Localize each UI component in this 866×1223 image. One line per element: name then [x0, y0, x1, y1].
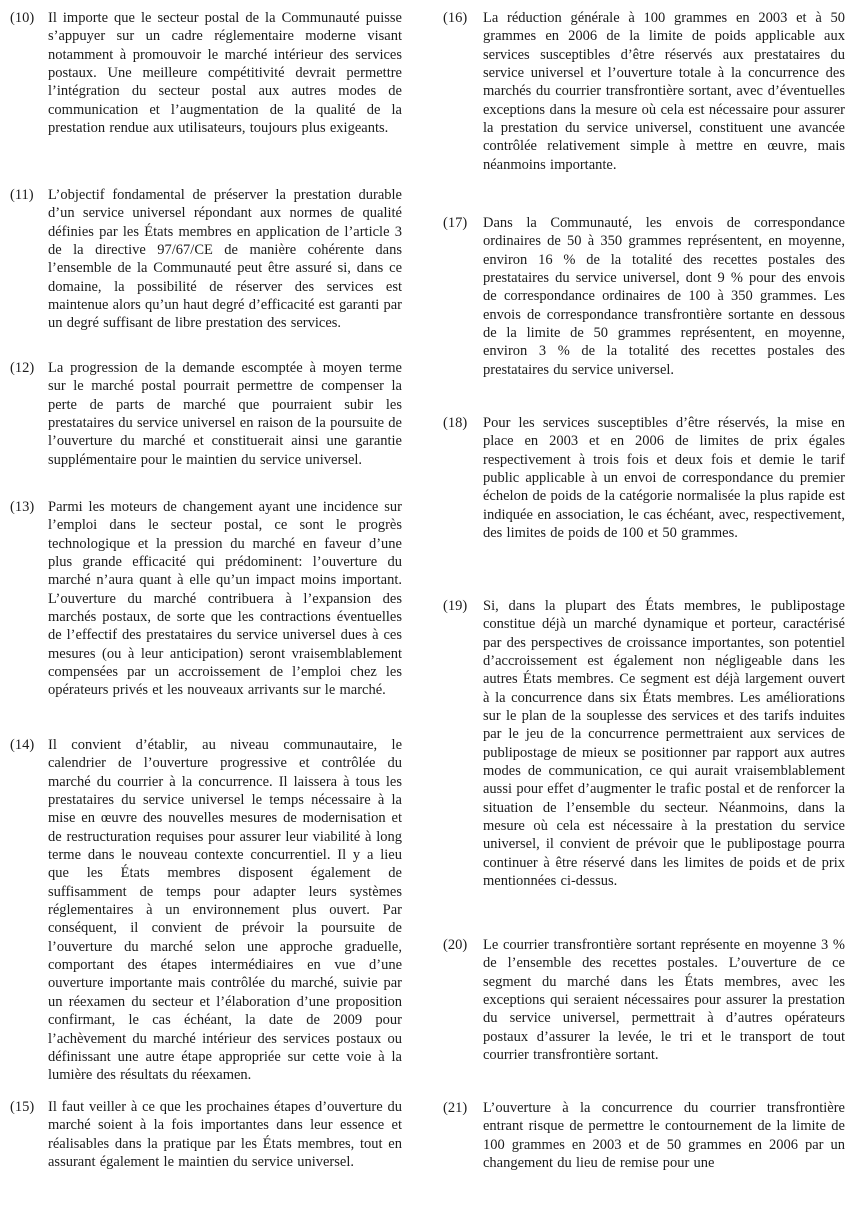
recital-number: (16)	[443, 10, 468, 26]
recital-number: (21)	[443, 1100, 468, 1116]
recital-text: La progression de la demande escomptée à moyen terme sur le marché postal pourrait permettre de compenser la perte de parts de marché que pourraient subir les prestataires du service universel en raison de la poursuite de l’ouverture du marché et constituerait ainsi une garantie supplémentaire pour le maintien du service universel.	[48, 360, 402, 468]
recital-21	[443, 1099, 845, 1172]
recital-text: Pour les services susceptibles d’être réservés, la mise en place en 2003 et en 2006 de limites de prix égales respectivement à trois fois et deux fois et demie le tarif public applicable à un envoi de correspondance du premier échelon de poids de la catégorie normalisée la plus rapide est indiquée en association, le cas échéant, avec, respectivement, des limites de poids de 100 et 50 grammes.	[483, 415, 845, 542]
recital-number: (17)	[443, 215, 468, 231]
recital-text: La réduction générale à 100 grammes en 2003 et à 50 grammes en 2006 de la limite de poids applicable aux services susceptibles d’être réservés aux prestataires du service universel et l’ouverture totale à la concurrence des marchés du courrier transfrontière sortant, avec d’éventuelles exceptions dans la mesure où cela est nécessaire pour assurer la prestation du service universel, constituent une avancée contrôlée relativement simple à mettre en œuvre, mais néanmoins importante.	[483, 10, 845, 173]
recital-number: (14)	[10, 737, 35, 753]
recital-10	[10, 9, 402, 137]
recital-17	[443, 214, 845, 379]
recital-18	[443, 414, 845, 542]
recital-text: L’ouverture à la concurrence du courrier transfrontière entrant risque de permettre le contournement de la limite de 100 grammes en 2003 et de 50 grammes en 2006 par un changement du lieu de remise pour une	[483, 1100, 845, 1172]
recital-13	[10, 498, 402, 700]
recital-number: (19)	[443, 598, 468, 614]
recital-text: Si, dans la plupart des États membres, le publipostage constitue déjà un marché dynamique et porteur, caractérisé par des perspectives de croissance importantes, son potentiel d’accroissement est également non négligeable dans les autres États membres. Ce segment est déjà largement ouvert à la concurrence dans six États membres. Les améliorations sur le plan de la souplesse des services et des tarifs induites par le jeu de la concurrence permettraient aux services de publipostage de mieux se positionner par rapport aux autres modes de communication, ce qui aurait vraisemblablement aussi pour effet d’augmenter le trafic postal et de renforcer la situation de l’ensemble du secteur. Néanmoins, dans la mesure où cela est nécessaire à la prestation du service universel, il convient de prévoir que le publipostage pourra continuer à être réservé dans les limites de poids et de prix mentionnées ci-dessus.	[483, 598, 845, 890]
recital-text: Parmi les moteurs de changement ayant une incidence sur l’emploi dans le secteur postal, ce sont le progrès technologique et la pression du marché en faveur d’une plus grande efficacité qui prédominent: l’ouverture du marché n’aura quant à elle qu’un impact moins important. L’ouverture du marché contribuera à l’expansion des marchés postaux, de sorte que les contractions éventuelles de l’effectif des prestataires du service universel dues à ces mesures (ou à leur anticipation) seront vraisemblablement compensées par un accroissement de l’emploi chez les opérateurs privés et les nouveaux arrivants sur le marché.	[48, 499, 402, 699]
recital-number: (13)	[10, 499, 35, 515]
recital-19	[443, 597, 845, 891]
recital-text: Il faut veiller à ce que les prochaines étapes d’ouverture du marché soient à la fois importantes dans leur essence et réalisables dans la pratique par les États membres, tout en assurant également le maintien du service universel.	[48, 1099, 402, 1171]
recital-20	[443, 936, 845, 1064]
recital-number: (15)	[10, 1099, 35, 1115]
recital-15	[10, 1098, 402, 1171]
recital-number: (18)	[443, 415, 468, 431]
recital-text: Dans la Communauté, les envois de correspondance ordinaires de 50 à 350 grammes représentent, en moyenne, environ 16 % de la totalité des recettes postales des prestataires du service universel, dont 9 % pour des envois de correspondance ordinaires de 100 à 350 grammes. Les envois de correspondance transfrontière sortante en dessous de la limite de 50 grammes représentent, en moyenne, environ 3 % de la totalité des recettes postales des prestataires du service universel.	[483, 215, 845, 378]
recital-16	[443, 9, 845, 174]
recital-text: Il importe que le secteur postal de la Communauté puisse s’appuyer sur un cadre réglementaire moderne visant notamment à promouvoir le marché intérieur des services postaux. Une meilleure compétitivité devrait permettre l’intégration du secteur postal aux autres modes de communication et l’augmentation de la qualité de la prestation rendue aux utilisateurs, toujours plus exigeants.	[48, 10, 402, 137]
recital-text: Le courrier transfrontière sortant représente en moyenne 3 % de l’ensemble des recettes postales. L’ouverture de ce segment du marché dans les États membres, avec les exceptions qui seraient nécessaires pour assurer la prestation du service universel, permettrait à d’autres opérateurs postaux d’assurer la levée, le tri et le transport de tout courrier transfrontière sortant.	[483, 937, 845, 1064]
recital-12	[10, 359, 402, 469]
recital-11	[10, 186, 402, 333]
recital-text: L’objectif fondamental de préserver la prestation durable d’un service universel répondant aux normes de qualité définies par les États membres en application de l’article 3 de la directive 97/67/CE de manière cohérente dans l’ensemble de la Communauté peut être assuré si, dans ce domaine, la possibilité de réserver des services est maintenue alors qu’un haut degré d’efficacité est garanti par un degré suffisant de libre prestation des services.	[48, 187, 402, 332]
recital-number: (20)	[443, 937, 468, 953]
recital-text: Il convient d’établir, au niveau communautaire, le calendrier de l’ouverture progressive et contrôlée du marché du courrier à la concurrence. Il laissera à tous les prestataires du service universel le temps nécessaire à la mise en œuvre des nouvelles mesures de modernisation et de restructuration requises pour assurer leur viabilité à long terme dans le nouveau contexte concurrentiel. Il y a lieu que les États membres disposent également de suffisamment de temps pour adapter leurs systèmes réglementaires à un environnement plus ouvert. Par conséquent, il convient de prévoir la poursuite de l’ouverture du marché selon une approche graduelle, comportant des étapes intermédiaires en vue d’une ouverture importante mais contrôlée du marché, suivie par un réexamen du secteur et l’élaboration d’une proposition confirmant, le cas échéant, la date de 2009 pour l’achèvement du marché intérieur des services postaux ou définissant une autre étape appropriée sur cette voie à la lumière des résultats du réexamen.	[48, 737, 402, 1084]
recital-number: (12)	[10, 360, 35, 376]
recital-number: (10)	[10, 10, 35, 26]
recital-14	[10, 736, 402, 1085]
recital-number: (11)	[10, 187, 34, 203]
